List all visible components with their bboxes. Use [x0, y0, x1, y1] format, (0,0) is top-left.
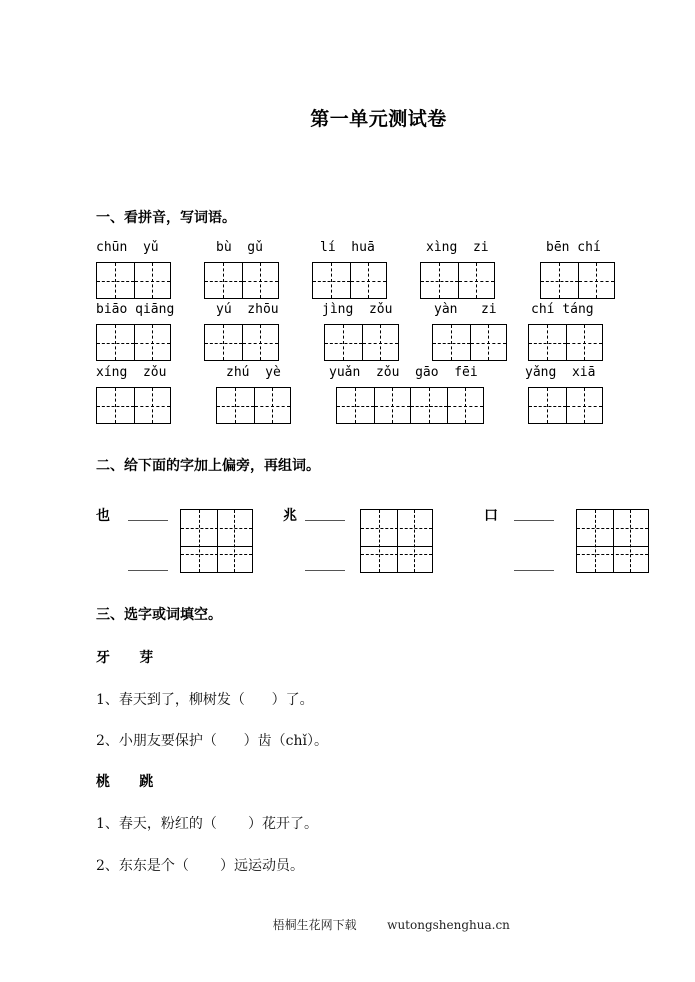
pinyin-label: biāo qiāng: [96, 302, 175, 317]
section-3-heading: 三、选字或词填空。: [96, 607, 222, 623]
pinyin-label: bēn chí: [546, 240, 601, 255]
pinyin-label: bù gǔ: [216, 240, 263, 255]
answer-blank[interactable]: [514, 520, 554, 521]
writing-grid[interactable]: [324, 324, 399, 361]
choice-chars: 桃 跳: [96, 774, 154, 790]
fill-sentence: 1、春天到了，柳树发（ ）了。: [96, 692, 314, 708]
writing-grid[interactable]: [360, 509, 433, 573]
pinyin-label: zhú yè: [226, 365, 281, 380]
answer-blank[interactable]: [128, 520, 168, 521]
writing-grid[interactable]: [528, 324, 603, 361]
writing-grid[interactable]: [540, 262, 615, 299]
pinyin-label: yú zhōu: [216, 302, 279, 317]
writing-grid[interactable]: [204, 262, 279, 299]
footer-site-name: 梧桐生花网下载: [272, 918, 357, 932]
fill-sentence: 1、春天，粉红的（ ）花开了。: [96, 816, 319, 832]
footer: [265, 902, 510, 933]
radical-char: 兆: [283, 508, 297, 524]
writing-grid[interactable]: [312, 262, 387, 299]
section-1-heading: 一、看拼音，写词语。: [96, 210, 236, 226]
writing-grid[interactable]: [336, 387, 484, 424]
writing-grid[interactable]: [528, 387, 603, 424]
pinyin-label: chūn yǔ: [96, 240, 159, 255]
answer-blank[interactable]: [305, 570, 345, 571]
writing-grid[interactable]: [576, 509, 649, 573]
pinyin-label: chí táng: [531, 302, 594, 317]
radical-char: 口: [484, 508, 498, 524]
writing-grid[interactable]: [96, 324, 171, 361]
writing-grid[interactable]: [432, 324, 507, 361]
choice-chars: 牙 芽: [96, 650, 154, 666]
section-2-heading: 二、给下面的字加上偏旁，再组词。: [96, 458, 320, 474]
writing-grid[interactable]: [420, 262, 495, 299]
pinyin-label: yàn zi: [434, 302, 497, 317]
pinyin-label: yuǎn zǒu gāo fēi: [329, 365, 478, 380]
footer-gap: [357, 918, 388, 932]
answer-blank[interactable]: [305, 520, 345, 521]
answer-blank[interactable]: [514, 570, 554, 571]
writing-grid[interactable]: [204, 324, 279, 361]
writing-grid[interactable]: [96, 387, 171, 424]
radical-char: 也: [96, 508, 110, 524]
answer-blank[interactable]: [128, 570, 168, 571]
writing-grid[interactable]: [96, 262, 171, 299]
pinyin-label: yǎng xiā: [525, 365, 596, 380]
pinyin-label: xìng zi: [426, 240, 489, 255]
page-title: 第一单元测试卷: [310, 108, 447, 130]
footer-url[interactable]: wutongshenghua.cn: [387, 918, 510, 932]
fill-sentence: 2、东东是个（ ）远运动员。: [96, 858, 305, 874]
pinyin-label: lí huā: [320, 240, 375, 255]
writing-grid[interactable]: [180, 509, 253, 573]
pinyin-label: jìng zǒu: [322, 302, 393, 317]
fill-sentence: 2、小朋友要保护（ ）齿（chǐ）。: [96, 733, 328, 749]
writing-grid[interactable]: [216, 387, 291, 424]
pinyin-label: xíng zǒu: [96, 365, 167, 380]
